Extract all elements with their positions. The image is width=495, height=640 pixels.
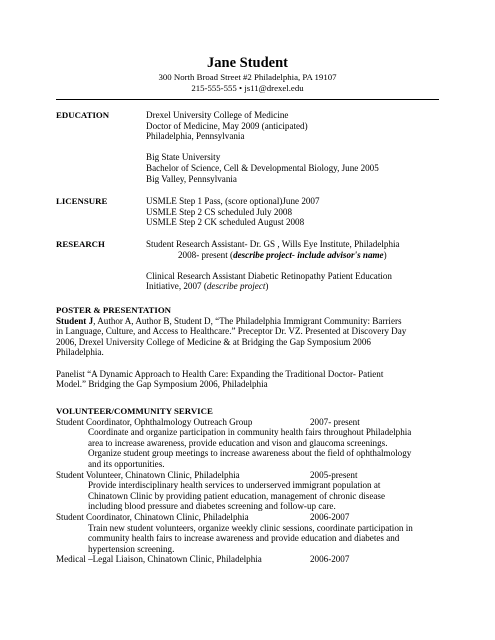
section-label-education: EDUCATION (56, 110, 110, 120)
volunteer-role: Student Volunteer, Chinatown Clinic, Philadelphia 2005-present (56, 469, 358, 480)
licensure-item: USMLE Step 2 CK scheduled August 2008 (146, 217, 305, 228)
education-degree: Bachelor of Science, Cell & Developmental Biology, June 2005 (146, 162, 379, 173)
phone-text: 215-555-555 (191, 83, 237, 93)
poster-citation-line: Philadelphia. (56, 347, 104, 358)
education-degree: Doctor of Medicine, May 2009 (anticipated) (146, 120, 308, 131)
volunteer-desc-line: and its opportunities. (88, 458, 165, 469)
volunteer-desc-line: hypertension screening. (88, 543, 175, 554)
poster-citation-line: in Language, Culture, and Access to Healthcare.” Preceptor Dr. VZ. Presented at Discovery Day (56, 326, 407, 337)
volunteer-date: 2006-2007 (310, 554, 350, 565)
volunteer-desc-line: Organize student group meetings to increase awareness about the field of ophthalmology (88, 448, 412, 459)
volunteer-desc-line: including blood pressure and diabetes screening and follow-up care. (88, 501, 336, 512)
education-location: Philadelphia, Pennsylvania (146, 131, 245, 142)
section-label-research: RESEARCH (56, 239, 105, 249)
volunteer-desc-line: Provide interdisciplinary health services to underserved immigrant population at (88, 480, 381, 491)
poster-citation-line: 2006, Drexel University College of Medicine & at Bridging the Gap Symposium 2006 (56, 336, 371, 347)
licensure-item: USMLE Step 1 Pass, (score optional)June 2007 (146, 196, 320, 206)
resume-name: Jane Student (207, 55, 288, 71)
volunteer-desc-line: Coordinate and organize participation in community health fairs throughout Philadelphia (88, 427, 412, 438)
header-divider (56, 99, 439, 100)
section-title-poster: POSTER & PRESENTATION (56, 305, 172, 315)
research-item-detail: 2008- present (describe project- include advisor's name) (178, 249, 387, 260)
licensure-item: USMLE Step 2 CS scheduled July 2008 (146, 206, 293, 217)
education-location: Big Valley, Pennsylvania (146, 173, 237, 184)
poster-citation: Student J, Author A, Author B, Student D, “The Philadelphia Immigrant Community: Barriers (56, 315, 402, 326)
contact-line (0, 83, 495, 94)
address-line: 300 North Broad Street #2 Philadelphia, PA 19107 (158, 72, 337, 82)
panel-citation-line: Model.” Bridging the Gap Symposium 2006, Philadelphia (56, 379, 268, 390)
resume-header (0, 55, 495, 94)
volunteer-desc-line: Chinatown Clinic by providing patient education, management of chronic disease (88, 490, 385, 501)
education-entries (146, 110, 446, 184)
volunteer-date: 2005-present (310, 469, 358, 480)
poster-section (56, 305, 446, 390)
volunteer-role: Medical –Legal Liaison, Chinatown Clinic, Philadelphia 2006-2007 (56, 554, 350, 565)
section-label-licensure: LICENSURE (56, 196, 108, 206)
volunteer-desc-line: Train new student volunteers, organize weekly clinic sessions, coordinate participation in (88, 522, 413, 533)
research-item-detail: Initiative, 2007 (describe project) (146, 281, 269, 292)
panel-citation-line: Panelist “A Dynamic Approach to Health Care: Expanding the Traditional Doctor- Patient (56, 368, 384, 379)
research-item-title: Student Research Assistant- Dr. GS , Wills Eye Institute, Philadelphia (146, 239, 400, 249)
bullet-separator: • (239, 83, 243, 93)
email-text: js11@drexel.edu (244, 83, 304, 93)
volunteer-role: Student Coordinator, Ophthalmology Outreach Group 2007- present (56, 416, 360, 427)
section-title-volunteer: VOLUNTEER/COMMUNITY SERVICE (56, 406, 213, 416)
volunteer-section (56, 406, 446, 565)
education-school: Drexel University College of Medicine (146, 110, 289, 120)
volunteer-desc-line: community health fairs to increase awareness and provide education and diabetes and (88, 533, 400, 544)
education-school: Big State University (146, 152, 221, 163)
research-item-title: Clinical Research Assistant Diabetic Retinopathy Patient Education (146, 270, 392, 281)
volunteer-desc-line: area to increase awareness, provide education and vison and glaucoma screenings. (88, 437, 388, 448)
volunteer-role: Student Coordinator, Chinatown Clinic, Philadelphia 2006-2007 (56, 511, 350, 522)
volunteer-date: 2006-2007 (310, 511, 350, 522)
volunteer-date: 2007- present (310, 416, 360, 427)
